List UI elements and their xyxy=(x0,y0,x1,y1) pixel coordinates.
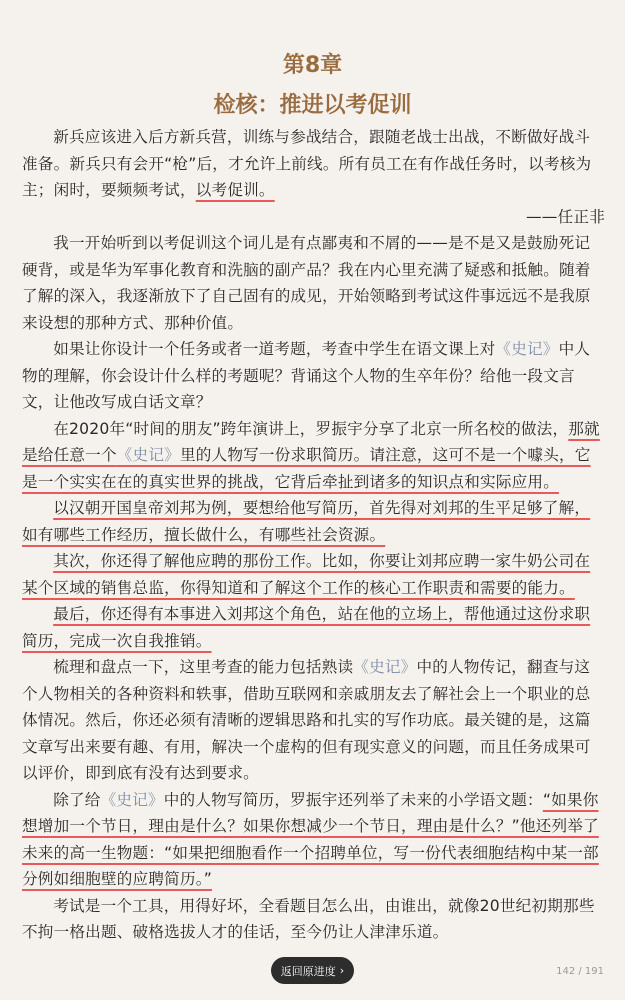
book-title: 《史记》 xyxy=(116,446,180,464)
highlighted-text[interactable]: 以汉朝开国皇帝刘邦为例，要想给他写简历，首先得对刘邦的生平足够了解，如有哪些工作经历，擅长做什么，有哪些社会资源。 xyxy=(22,499,591,544)
highlighted-text-part: 那就是给任意一个 xyxy=(22,419,600,464)
paragraph: 考试是一个工具，用得好坏，全看题目怎么出，由谁出，就像20世纪初期那些不拘一格出题、破格选拔人才的佳话，至今仍让人津津乐道。 xyxy=(22,896,595,941)
paragraph xyxy=(22,495,605,548)
paragraph xyxy=(22,654,605,787)
chapter-title: 检核：推进以考促训 xyxy=(213,93,412,118)
paragraph xyxy=(22,787,605,893)
book-title: 《史记》 xyxy=(495,340,559,358)
paragraph xyxy=(22,416,605,496)
epigraph-quote xyxy=(22,124,605,204)
paragraph-text: 在2020年“时间的朋友”跨年演讲上，罗振宇分享了北京一所名校的做法， xyxy=(53,419,569,438)
highlighted-text[interactable]: “如果你想增加一个节日，理由是什么？如果你想减少一个节日，理由是什么？”他还列举了未来的高一生物题：“如果把细胞看作一个招聘单位，写一份代表细胞结构中某一部分例如细胞壁的应聘简历。” xyxy=(22,790,599,888)
chapter-body xyxy=(22,124,605,946)
paragraph xyxy=(22,601,605,654)
paragraph-text: 梳理和盘点一下，这里考查的能力包括熟读 xyxy=(53,658,354,676)
highlighted-text-part: 里的人物写一份求职简历。请注意，这可不是一个噱头，它是一个实实在在的真实世界的挑战，它背后牵扯到诸多的知识点和实际应用。 xyxy=(22,446,591,491)
quote-signature: ——任正非 xyxy=(526,207,605,226)
paragraph-text: 如果让你设计一个任务或者一道考题，考查中学生在语文课上对 xyxy=(53,340,496,358)
highlighted-text[interactable]: 以考促训。 xyxy=(195,181,275,199)
paragraph-text: 中的人物写简历，罗振宇还列举了未来的小学语文题： xyxy=(163,790,543,809)
return-progress-button[interactable] xyxy=(271,957,354,984)
paragraph: 我一开始听到以考促训这个词儿是有点鄙夷和不屑的——是不是又是鼓励死记硬背，或是华为军事化教育和洗脑的副产品？我在内心里充满了疑惑和抵触。随着了解的深入，我逐渐放下了自己固有的成见，开始领略到考试这件事远远不是我原来设想的那种方式、那种价值。 xyxy=(22,234,591,332)
highlighted-text[interactable]: 其次，你还得了解他应聘的那份工作。比如，你要让刘邦应聘一家牛奶公司在某个区域的销售总监，你得知道和了解这个工作的核心工作职责和需要的能力。 xyxy=(22,552,591,597)
return-progress-label: 返回原进度 xyxy=(280,964,336,978)
chevron-right-icon: › xyxy=(339,964,345,977)
paragraph xyxy=(22,548,605,601)
quote-text: 新兵应该进入后方新兵营，训练与参战结合，跟随老战士出战，不断做好战斗准备。新兵只有会开“枪”后，才允许上前线。所有员工在有作战任务时，以考核为主；闲时，要频频考试， xyxy=(22,128,592,199)
highlighted-text[interactable]: 最后，你还得有本事进入刘邦这个角色，站在他的立场上，帮他通过这份求职简历，完成一次自我推销。 xyxy=(22,605,591,650)
book-title: 《史记》 xyxy=(353,658,417,676)
page-indicator: 142 / 191 xyxy=(556,966,604,977)
paragraph-text: 除了给 xyxy=(53,790,101,809)
paragraph-text: 中的人物传记，翻查与这个人物相关的各种资料和轶事，借助互联网和亲戚朋友去了解社会上一个职业的总体情况。然后，你还必须有清晰的逻辑思路和扎实的写作功底。最关键的是，这篇文章写出来要有趣、有用，解决一个虚构的但有现实意义的问题，而且任务成果可以评价，即到底有没有达到要求。 xyxy=(22,658,591,782)
book-title: 《史记》 xyxy=(100,790,164,809)
paragraph-text: 中人物的理解，你会设计什么样的考题呢？背诵这个人物的生卒年份？给他一段文言文，让他改写成白话文章？ xyxy=(22,340,591,411)
chapter-number: 第8章 xyxy=(282,53,343,78)
paragraph xyxy=(22,336,605,416)
